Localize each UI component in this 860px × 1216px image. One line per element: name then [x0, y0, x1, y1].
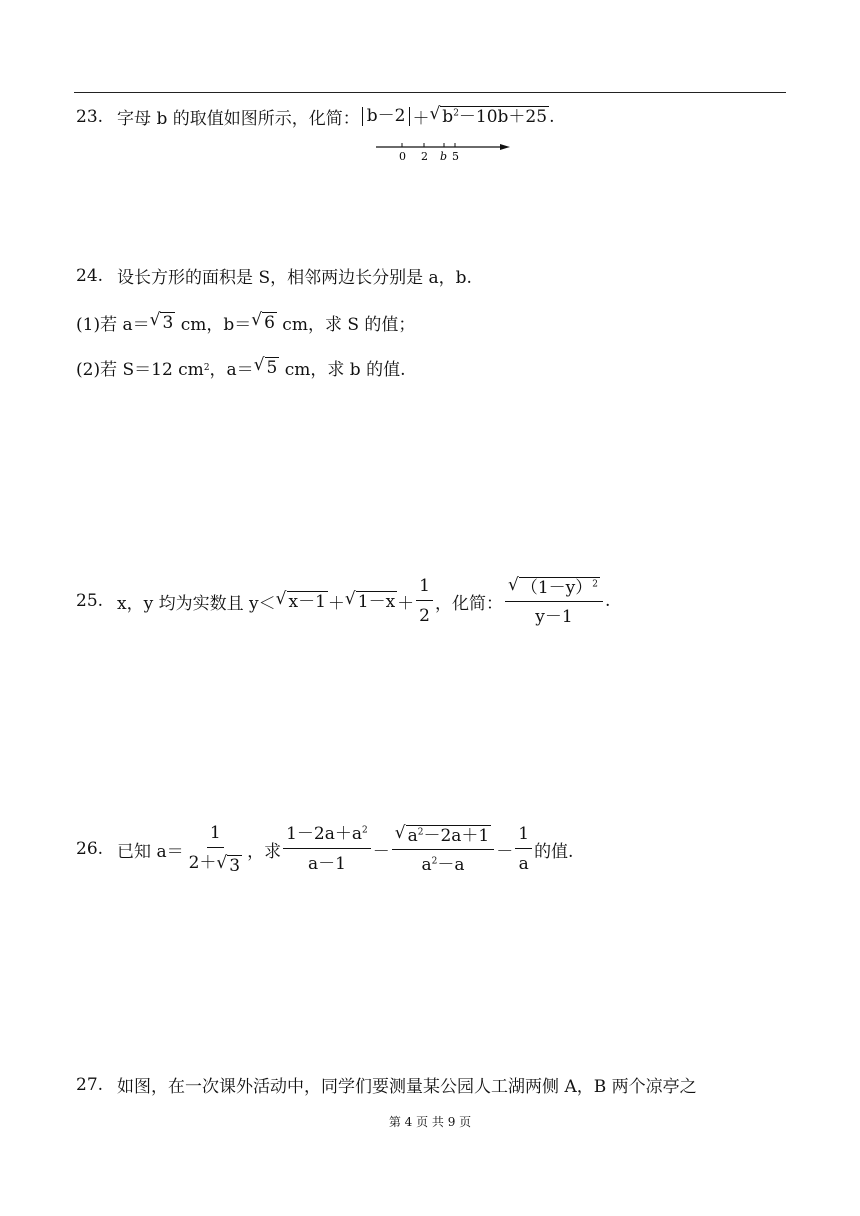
fraction: √ $(1-y)^2$ y－1	[505, 574, 603, 628]
radical-icon: √	[216, 853, 228, 874]
tick-label-2: 2	[421, 150, 428, 163]
fraction: $\frac{1}{2}$	[416, 575, 433, 627]
question-number: 24.	[76, 265, 104, 286]
radical-icon: √	[507, 575, 519, 595]
radical-icon: √	[394, 823, 406, 843]
fraction: √ $a^2-2a+1$ $a^2-a$	[392, 822, 495, 876]
number-line-figure	[372, 136, 522, 166]
radical-icon: √	[253, 354, 265, 375]
fraction: $\frac{1-2a+a^2}{a-1}$	[283, 823, 371, 875]
question-25: 25. x，y 均为实数且 y＜ √ x－1 ＋ √ 1－x ＋ $\frac{1}{2}$ ，化简： √ $(1-y)^2$ y－1 .	[76, 575, 611, 628]
question-number: 23.	[76, 106, 104, 127]
arrow-icon	[500, 144, 510, 150]
radical-icon: √	[251, 309, 263, 330]
question-text: 如图，在一次课外活动中，同学们要测量某公园人工湖两侧 A，B 两个凉亭之	[117, 1077, 697, 1097]
question-24-part-1: (1)若 a＝ √ 3 cm，b＝ √ 6 cm，求 S 的值；	[76, 309, 416, 335]
fraction: 1 2＋ √ 3	[188, 823, 241, 877]
square-root: √ 3	[149, 309, 174, 333]
question-24-part-2: (2)若 S＝12 cm 2 ，a＝ √ 5 cm，求 b 的值.	[76, 354, 406, 380]
square-root: √ 6	[251, 309, 275, 333]
question-number: 25.	[76, 591, 104, 612]
fraction: $\frac{1}{a}$	[515, 823, 532, 875]
question-24	[76, 263, 472, 288]
square-root: √ 5	[253, 354, 278, 378]
question-number: 27.	[76, 1074, 104, 1095]
question-27	[76, 1072, 697, 1097]
question-number: 26.	[76, 839, 104, 860]
radical-icon: √	[344, 588, 356, 609]
question-text: 字母 b 的取值如图所示，化简：	[117, 109, 360, 129]
absolute-value: b－2	[362, 107, 411, 126]
radical-icon: √	[429, 103, 441, 124]
radical-icon: √	[149, 309, 161, 330]
question-23: 23. 字母 b 的取值如图所示，化简： b－2 ＋ √ $b^2-10b+25$ .	[76, 103, 555, 129]
plus-sign: ＋	[412, 109, 430, 129]
tick-label-5: 5	[452, 150, 459, 163]
square-root: √ x－1	[275, 588, 326, 612]
square-root: √ 1－x	[344, 588, 396, 612]
tick-label-0: 0	[399, 150, 406, 163]
question-26: 26. 已知 a＝ 1 2＋ √ 3 ，求 $\frac{1-2a+a^2}{a-1}$ － √ $a^2-2a+1$ $a^2-a$ － $\frac{1}{a}$ 的值.	[76, 823, 574, 877]
header-rule	[74, 92, 786, 93]
question-text: 设长方形的面积是 S，相邻两边长分别是 a，b.	[117, 268, 472, 288]
radical-icon: √	[275, 588, 287, 609]
tick-label-b: b	[440, 150, 448, 163]
square-root: √ $b^2-10b+25$	[429, 103, 548, 127]
page-footer: 第 4 页 共 9 页	[388, 1115, 472, 1129]
